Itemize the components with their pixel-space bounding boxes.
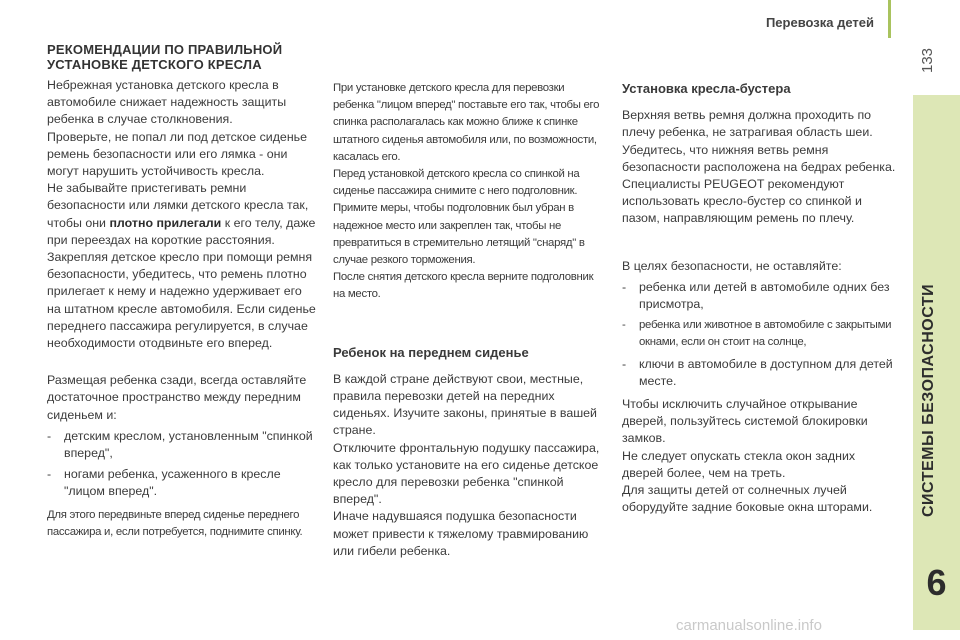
paragraph: Размещая ребенка сзади, всегда оставляйте достаточное пространство между передним сиденьем и:: [47, 373, 307, 422]
paragraph: Не следует опускать стекла окон задних дверей более, чем на треть.: [622, 448, 856, 480]
column-left: [47, 43, 317, 541]
section-title: Перевозка детей: [765, 15, 874, 30]
paragraph: Верхняя ветвь ремня должна проходить по плечу ребенка, не затрагивая область шеи.: [622, 108, 873, 140]
subsection-heading: Ребенок на переднем сиденье: [333, 344, 529, 360]
paragraph: При установке детского кресла для перевозки ребенка "лицом вперед" поставьте его так, чтобы его спинка располагалась как можно ближе к спинке штатного сиденья автомобиля или, по возможности, касалась его.: [333, 82, 600, 163]
paragraph: Специалисты PEUGEOT рекомендуют использовать кресло-бустер со спинкой и пазом, направляющим ремень по плечу.: [622, 177, 862, 226]
list-item: - ногами ребенка, усаженного в кресле "лицом вперед".: [47, 466, 317, 500]
paragraph: Примите меры, чтобы подголовник был убран в надежное место или закреплен так, чтобы не превратиться в стремительно летящий "снаряд" в случае резкого торможения.: [333, 202, 585, 267]
paragraph: В каждой стране действуют свои, местные, правила перевозки детей на передних сиденьях. Изучите законы, принятые в вашей стране.: [333, 371, 597, 438]
chapter-title: СИСТЕМЫ БЕЗОПАСНОСТИ: [920, 283, 937, 517]
paragraph: Чтобы исключить случайное открывание дверей, пользуйтесь системой блокировки замков.: [622, 397, 868, 446]
list-item: - детским креслом, установленным "спинкой вперед",: [47, 428, 317, 462]
paragraph: Иначе надувшаяся подушка безопасности может привести к тяжелому травмированию или гибели ребенка.: [333, 509, 589, 558]
paragraph: Перед установкой детского кресла со спинкой на сиденье пассажира снимите с него подголовник.: [333, 168, 580, 198]
list-item: - ключи в автомобиле в доступном для детей месте.: [622, 356, 897, 390]
emphasis: плотно прилегали: [109, 215, 222, 230]
paragraph: Проверьте, не попал ли под детское сиденье ремень безопасности или его лямка - они могут нарушить устойчивость кресла.: [47, 129, 308, 179]
paragraph: Убедитесь, что нижняя ветвь ремня безопасности расположена на бедрах ребенка.: [622, 142, 896, 174]
paragraph: Небрежная установка детского кресла в автомобиле снижает надежность защиты ребенка в случае столкновения.: [47, 78, 287, 127]
list-item: - ребенка или детей в автомобиле одних без присмотра,: [622, 279, 897, 313]
paragraph: После снятия детского кресла верните подголовник на место.: [333, 271, 594, 301]
paragraph: Отключите фронтальную подушку пассажира, как только установите на его сиденье детское кресло для перевозки ребенка "спинкой вперед".: [333, 440, 600, 507]
page-header: [752, 0, 891, 38]
page-number: 133: [919, 47, 936, 73]
subsection-heading: Установка кресла-бустера: [622, 81, 791, 96]
paragraph: Не забывайте пристегивать ремни безопасности или лямки детского кресла так, чтобы они плотно прилегали к его телу, даже при переездах на короткие расстояния.: [47, 181, 316, 247]
chapter-number: 6: [926, 562, 947, 603]
column-right: [622, 80, 897, 516]
paragraph: Для этого передвиньте вперед сиденье переднего пассажира и, если потребуется, поднимите спинку.: [47, 508, 303, 538]
column-middle: [333, 80, 603, 560]
paragraph: Закрепляя детское кресло при помощи ремня безопасности, убедитесь, что ремень плотно прилегает к нему и надежно удерживает его на штатном кресле автомобиля. Если сиденье переднего пассажира регулируется, в случае необходимости отодвиньте его вперед.: [47, 250, 316, 351]
watermark: carmanualsonline.info: [676, 617, 822, 634]
paragraph: В целях безопасности, не оставляйте:: [622, 258, 842, 273]
paragraph: Для защиты детей от солнечных лучей оборудуйте задние боковые окна шторами.: [622, 483, 873, 515]
section-heading: РЕКОМЕНДАЦИИ ПО ПРАВИЛЬНОЙ УСТАНОВКЕ ДЕТСКОГО КРЕСЛА: [47, 42, 283, 72]
list-item: - ребенка или животное в автомобиле с закрытыми окнами, если он стоит на солнце,: [622, 317, 897, 351]
